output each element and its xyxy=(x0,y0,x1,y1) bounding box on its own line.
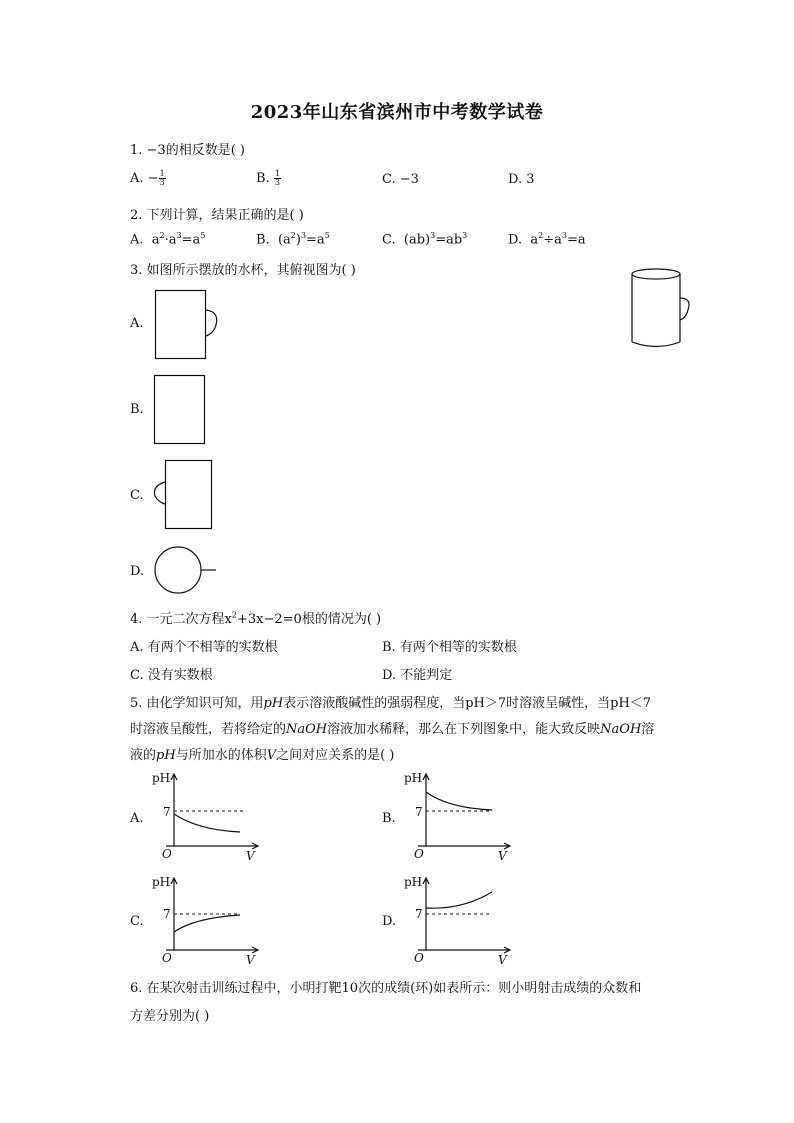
q2-option-d-label: D. xyxy=(508,232,523,248)
q5-line1-ph: pH xyxy=(263,696,284,711)
q1-option-c: C. −3 xyxy=(382,172,419,187)
q5-graph-c xyxy=(148,872,268,968)
q5-graph-b xyxy=(400,768,520,864)
q3-option-c-label: C. xyxy=(130,488,144,503)
q4-option-c: C. 没有实数根 xyxy=(130,668,213,683)
x-axis-label: V xyxy=(246,849,255,863)
q5-graph-a xyxy=(148,768,268,864)
q5-line2-naoh: NaOH xyxy=(286,722,328,737)
question-4-text: 4. 一元二次方程$x^2+3x-2=0$根的情况为( ) xyxy=(130,610,382,627)
q5-line1-b: 表示溶液酸碱性的强弱程度，当pH＞7时溶液呈碱性，当pH＜7 xyxy=(283,696,652,711)
q4-text-post: 根的情况为( ) xyxy=(301,612,382,627)
q5-line2-a: 时溶液呈酸性，若将给定的 xyxy=(130,722,287,737)
seven-tick-label: 7 xyxy=(415,805,423,819)
origin-label: O xyxy=(414,951,424,965)
y-axis-label: pH xyxy=(152,771,171,785)
q4-text-pre: 4. 一元二次方程 xyxy=(130,612,225,627)
q3-option-a-figure xyxy=(155,290,225,360)
q5-option-b-label: B. xyxy=(382,811,396,826)
cup-handle xyxy=(680,298,689,320)
origin-label: O xyxy=(162,951,172,965)
q1-option-b xyxy=(256,170,281,187)
cup-body-rect xyxy=(156,291,206,359)
cup-base xyxy=(632,342,680,347)
question-6-line-2: 方差分别为( ) xyxy=(130,1009,210,1024)
q5-option-c-label: C. xyxy=(130,914,144,929)
question-5-line-3 xyxy=(130,744,394,763)
q3-option-d-label: D. xyxy=(130,564,145,579)
seven-tick-label: 7 xyxy=(163,805,171,819)
fraction-numerator: 1 xyxy=(274,169,280,178)
q5-line2-b: 溶液加水稀释，那么在下列图象中，能大致反映 xyxy=(327,722,601,737)
q5-graph-d xyxy=(400,872,520,968)
question-1-text: 1. −3的相反数是( ) xyxy=(130,143,245,158)
q3-option-b-figure xyxy=(154,375,208,447)
q5-line2-naoh2: NaOH xyxy=(600,722,642,737)
q2-option-a: A. $a^2\cdot a^3=a^5$ xyxy=(130,231,206,248)
origin-label: O xyxy=(414,847,424,861)
cup-top-circle xyxy=(155,547,201,593)
q4-option-a: A. 有两个不相等的实数根 xyxy=(130,640,278,655)
ph-curve xyxy=(174,915,240,932)
q5-line3-a: 液的 xyxy=(130,748,157,763)
q5-option-d-label: D. xyxy=(382,914,397,929)
q5-line2-c: 溶 xyxy=(641,722,655,737)
q1-option-a-label: A. xyxy=(130,171,144,186)
x-axis-label: V xyxy=(498,849,507,863)
question-5-line-1 xyxy=(130,692,651,711)
q3-option-b-label: B. xyxy=(130,402,144,417)
q3-option-c-figure xyxy=(152,460,216,532)
q4-option-d: D. 不能判定 xyxy=(382,668,453,683)
q3-option-a-label: A. xyxy=(130,316,144,331)
q2-option-c: C. $(ab)^3=ab^3$ xyxy=(382,231,468,248)
cup-body-rect xyxy=(155,376,205,444)
seven-tick-label: 7 xyxy=(163,907,171,921)
x-axis-label: V xyxy=(498,953,507,967)
q1-option-a-fraction xyxy=(159,170,166,187)
cup-figure xyxy=(628,266,694,350)
q1-option-d: D. 3 xyxy=(508,172,535,187)
y-axis-label: pH xyxy=(152,875,171,889)
cup-body-rect xyxy=(166,461,212,529)
ph-curve xyxy=(426,792,492,810)
q2-option-b-label: B. xyxy=(256,232,270,248)
q2-option-d: D. $a^2\div a^3=a$ xyxy=(508,231,586,248)
question-2-text: 2. 下列计算，结果正确的是( ) xyxy=(130,208,304,223)
q2-option-c-label: C. xyxy=(382,232,396,248)
question-6-line-1: 6. 在某次射击训练过程中，小明打靶10次的成绩(环)如表所示：则小明射击成绩的众数和 xyxy=(130,981,642,996)
q5-line1-a: 5. 由化学知识可知，用 xyxy=(130,696,264,711)
q2-option-b: B. $(a^2)^3=a^5$ xyxy=(256,231,330,248)
q3-option-d-figure xyxy=(154,546,220,598)
q5-line3-ph: pH xyxy=(156,748,176,763)
q5-line3-v: V xyxy=(266,748,277,763)
q1-option-a-sign: − xyxy=(147,171,159,186)
q1-option-a xyxy=(130,170,166,187)
q4-option-b: B. 有两个相等的实数根 xyxy=(382,640,517,655)
cup-rim xyxy=(632,269,680,279)
page-title: 2023年山东省滨州市中考数学试卷 xyxy=(250,102,544,123)
fraction-denominator: 3 xyxy=(159,178,165,187)
question-3-text: 3. 如图所示摆放的水杯，其俯视图为( ) xyxy=(130,263,356,278)
q5-line3-c: 之间对应关系的是( ) xyxy=(276,748,395,763)
q5-option-a-label: A. xyxy=(130,811,144,826)
q5-line3-b: 与所加水的体积 xyxy=(175,748,267,763)
y-axis-label: pH xyxy=(404,771,423,785)
q2-option-a-label: A. xyxy=(130,232,144,248)
q1-option-b-fraction xyxy=(274,170,281,187)
ph-curve xyxy=(426,892,492,908)
origin-label: O xyxy=(162,847,172,861)
fraction-numerator: 1 xyxy=(159,169,165,178)
ph-curve xyxy=(174,814,240,832)
y-axis-label: pH xyxy=(404,875,423,889)
seven-tick-label: 7 xyxy=(415,907,423,921)
fraction-denominator: 3 xyxy=(274,178,280,187)
cup-handle-right xyxy=(206,310,217,336)
q1-option-b-label: B. xyxy=(256,171,270,186)
x-axis-label: V xyxy=(246,953,255,967)
cup-handle-left xyxy=(154,482,165,504)
question-5-line-2 xyxy=(130,718,654,737)
